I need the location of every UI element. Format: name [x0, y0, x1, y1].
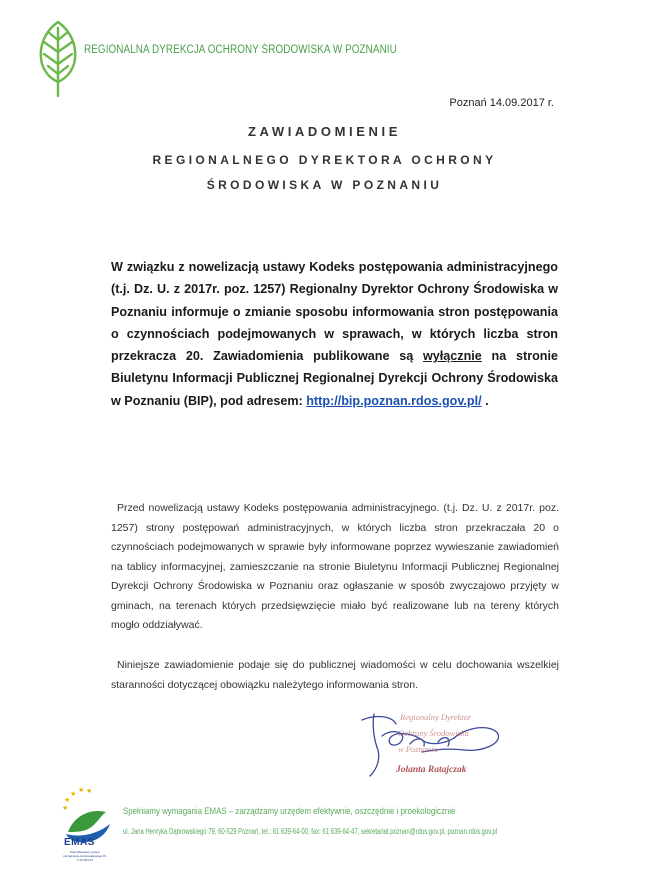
leaf-logo-icon [36, 18, 80, 98]
svg-text:★: ★ [62, 804, 69, 812]
document-title: ZAWIADOMIENIE [248, 124, 401, 139]
svg-text:★: ★ [78, 786, 85, 794]
stamp-line1: Regionalny Dyrektor [400, 712, 472, 722]
stamp-line3: w Poznaniu [398, 744, 438, 754]
third-paragraph: Niniejsze zawiadomienie podaje się do publicznej wiadomości w celu dochowania wszelkiej staranności dotyczącej obowiązku należytego informowania stron. [111, 659, 559, 691]
stamp-line2: Ochrony Środowiska [398, 728, 469, 738]
emas-label: EMAS [64, 837, 95, 848]
second-paragraph: Przed nowelizacją ustawy Kodeks postępowania administracyjnego. (t.j. Dz. U. z 2017r. poz. 1257) strony postępowań administracyjnych, w których liczba stron przekraczała 20 o czynnościach podejmowanych w sprawie były informowane poprzez wywieszanie zawiadomień na tablicy informacyjnej, zamieszczanie na stronie Biuletynu Informacji Publicznej Regionalnej Dyrekcji Ochrony Środowiska w Poznaniu oraz ogłaszanie w sposób zwyczajowo przyjęty w gminach, na terenach których przedsięwzięcie miało być realizowane lub na tereny których mogło oddziaływać. [111, 502, 559, 631]
stamp-signatory-name: Jolanta Ratajczak [396, 765, 467, 775]
place-and-date: Poznań 14.09.2017 r. [449, 97, 554, 109]
main-paragraph-text-2: na stronie Biuletynu Informacji Publicznej Regionalnej Dyrekcji Ochrony Środowiska w Poznaniu (BIP), pod adresem: [111, 349, 559, 408]
svg-text:★: ★ [64, 796, 71, 804]
organization-name: REGIONALNA DYREKCJA OCHRONY ŚRODOWISKA W POZNANIU [84, 44, 397, 56]
bip-link[interactable]: http://bip.poznan.rdos.gov.pl/ [306, 393, 482, 408]
footer-emas-statement: Spełniamy wymagania EMAS – zarządzamy urzędem efektywnie, oszczędnie i proekologicznie [123, 806, 456, 816]
main-paragraph [111, 256, 558, 412]
main-paragraph-end: . [481, 393, 489, 408]
emas-registration: Zweryfikowany system zarządzania środowiskowego PL 2.16-003-97 [63, 850, 107, 862]
svg-text:★: ★ [70, 790, 77, 798]
main-paragraph-text-1: W związku z nowelizacją ustawy Kodeks postępowania administracyjnego (t.j. Dz. U. z 2017r. poz. 1257) Regionalny Dyrektor Ochrony Środowiska w Poznaniu informuje o zmianie sposobu informowania stron postępowania o czynnościach podejmowanych w sprawach, w których liczba stron przekracza 20. Zawiadomienia publikowane są [111, 260, 558, 364]
footer-contact: ul. Jana Henryka Dąbrowskiego 79, 60-529 Poznań, tel.: 61 639-64-00, fax: 61 639-64-47, sekretariat.poznan@rdos.gov.pl, poznan.rdos.gov.pl [123, 827, 498, 836]
main-paragraph-emphasis: wyłącznie [422, 349, 482, 364]
document-subtitle-line1: REGIONALNEGO DYREKTORA OCHRONY [152, 153, 497, 167]
document-subtitle-line2: ŚRODOWISKA W POZNANIU [206, 178, 443, 192]
svg-text:★: ★ [86, 787, 93, 795]
